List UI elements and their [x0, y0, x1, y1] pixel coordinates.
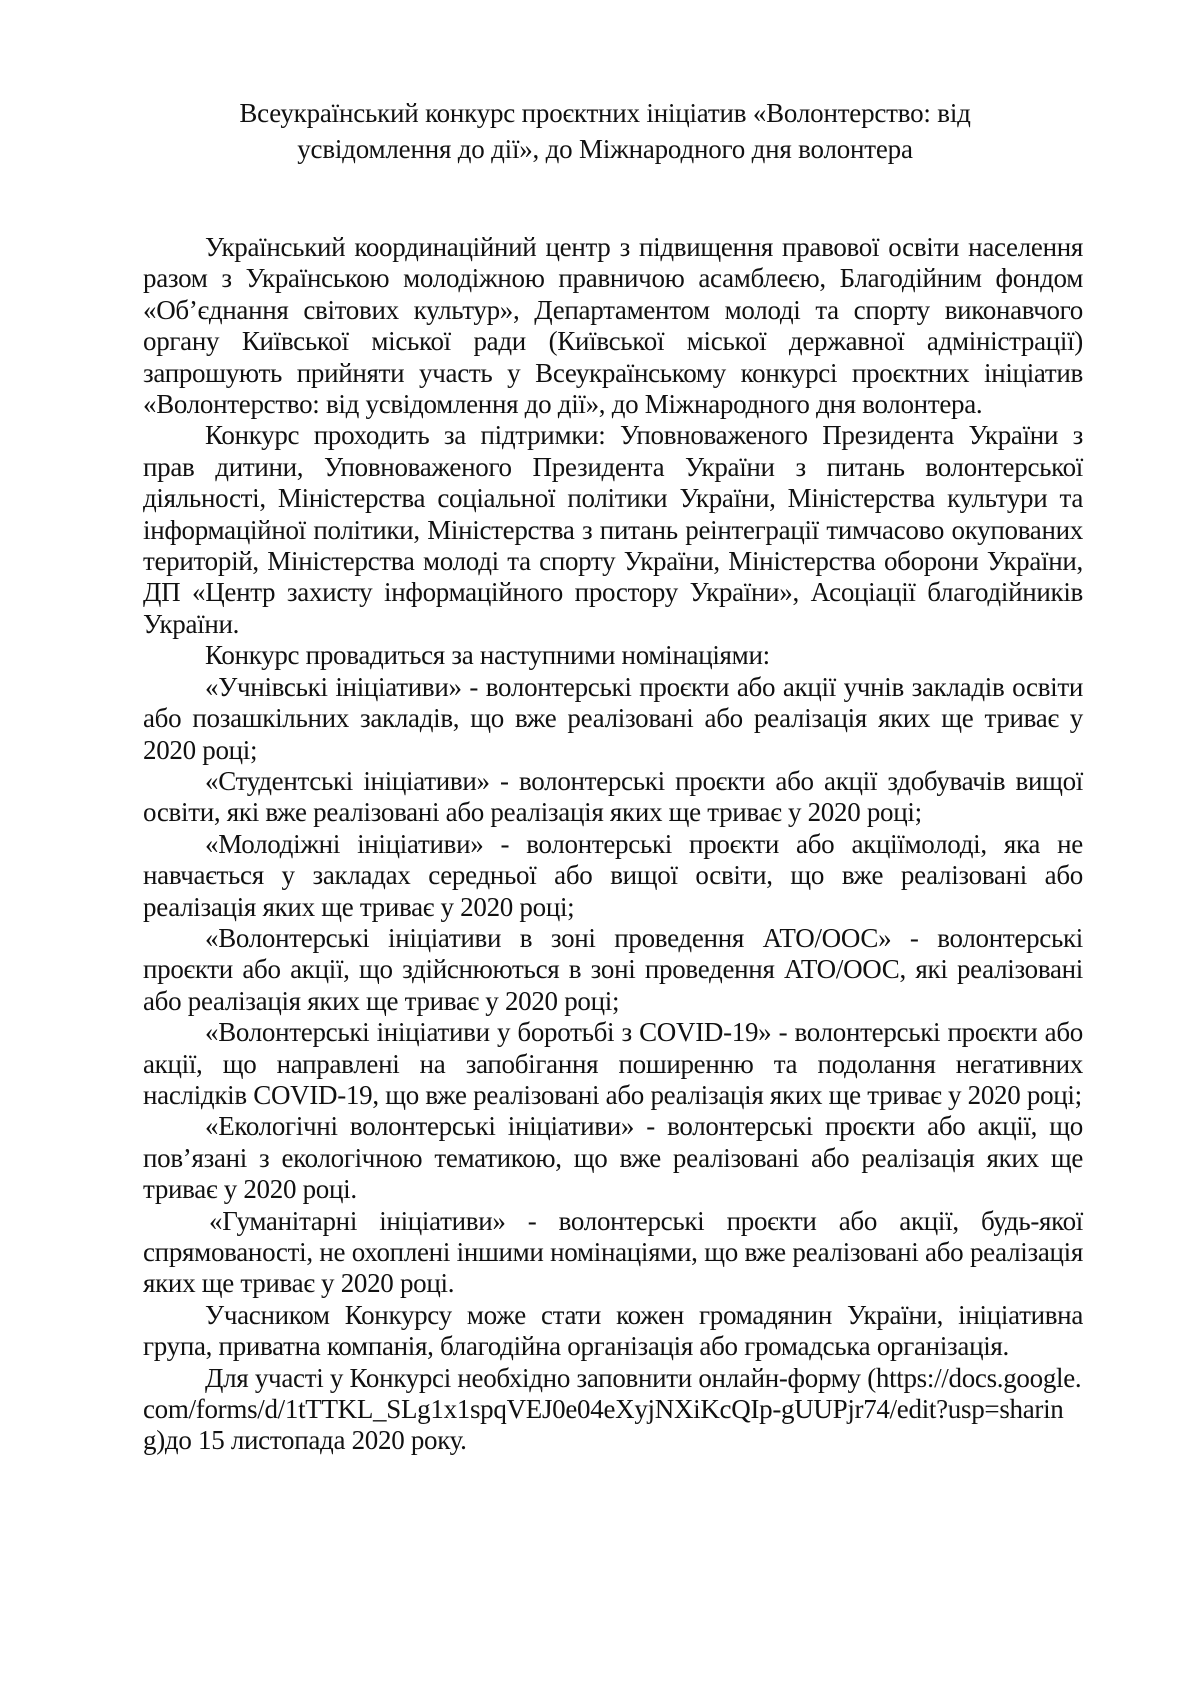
- nominations-heading: Конкурс провадиться за наступними номінаціями:: [205, 640, 770, 671]
- participants-paragraph: Учасником Конкурсу може стати кожен громадянин України, ініціативна група, приватна компанія, благодійна організація або громадська організація.: [143, 1299, 1083, 1362]
- nomination-item: «Екологічні волонтерські ініціативи» - волонтерські проєкти або акції, що пов’язані з екологічною тематикою, що вже реалізовані або реалізація яких ще триває у 2020 році.: [143, 1111, 1083, 1205]
- nomination-item: «Волонтерські ініціативи в зоні проведення АТО/ООС» - волонтерські проєкти або акції, що здійснюються в зоні проведення АТО/ООС, які реалізовані або реалізація яких ще триває у 2020 році;: [143, 922, 1083, 1016]
- registration-deadline: до 15 листопада 2020 року.: [164, 1425, 467, 1456]
- document-title: Всеукраїнський конкурс проєктних ініціатив «Волонтерство: від усвідомлення до дії», до Міжнародного дня волонтера: [239, 98, 971, 164]
- registration-paragraph: [143, 1363, 1083, 1457]
- nomination-item: «Учнівські ініціативи» - волонтерські проєкти або акції учнів закладів освіти або позашкільних закладів, що вже реалізовані або реалізація яких ще триває у 2020 році;: [143, 671, 1083, 765]
- nomination-item: «Молодіжні ініціативи» - волонтерські проєкти або акціїмолоді, яка не навчається у закладах середньої або вищої освіти, що вже реалізовані або реалізація яких ще триває у 2020 році;: [143, 828, 1083, 922]
- nomination-item: «Студентські ініціативи» - волонтерські проєкти або акції здобувачів вищої освіти, які вже реалізовані або реалізація яких ще триває у 2020 році;: [143, 765, 1083, 828]
- registration-form-link[interactable]: (https://docs.google.com/forms/d/1tTTKL_SLg1x1spqVEJ0e04eXyjNXiKcQIp-gUUPjr74/edit?usp=sharing): [143, 1362, 1082, 1456]
- nomination-item: «Волонтерські ініціативи у боротьбі з COVID-19» - волонтерські проєкти або акції, що направлені на запобігання поширенню та подолання негативних наслідків COVID-19, що вже реалізовані або реалізація яких ще триває у 2020 році;: [143, 1017, 1083, 1110]
- document-body: [143, 232, 1083, 1457]
- support-paragraph: Конкурс проходить за підтримки: Уповноваженого Президента України з прав дитини, Уповноваженого Президента України з питань волонтерської діяльності, Міністерства соціальної політики України, Міністерства культури та інформаційної політики, Міністерства з питань реінтеграції тимчасово окупованих територій, Міністерства молоді та спорту України, Міністерства оборони України, ДП «Центр захисту інформаційного простору України», Асоціації благодійників України.: [143, 420, 1083, 639]
- intro-paragraph: Український координаційний центр з підвищення правової освіти населення разом з Українською молодіжною правничою асамблеєю, Благодійним фондом «Об’єднання світових культур», Департаментом молоді та спорту виконавчого органу Київської міської ради (Київської міської державної адміністрації) запрошують прийняти участь у Всеукраїнському конкурсі проєктних ініціатив «Волонтерство: від усвідомлення до дії», до Міжнародного дня волонтера.: [143, 232, 1083, 420]
- nomination-item: «Гуманітарні ініціативи» - волонтерські проєкти або акції, будь-якої спрямованості, не охоплені іншими номінаціями, що вже реалізовані або реалізація яких ще триває у 2020 році.: [143, 1205, 1083, 1299]
- registration-intro: Для участі у Конкурсі необхідно заповнити онлайн-форму: [205, 1362, 861, 1393]
